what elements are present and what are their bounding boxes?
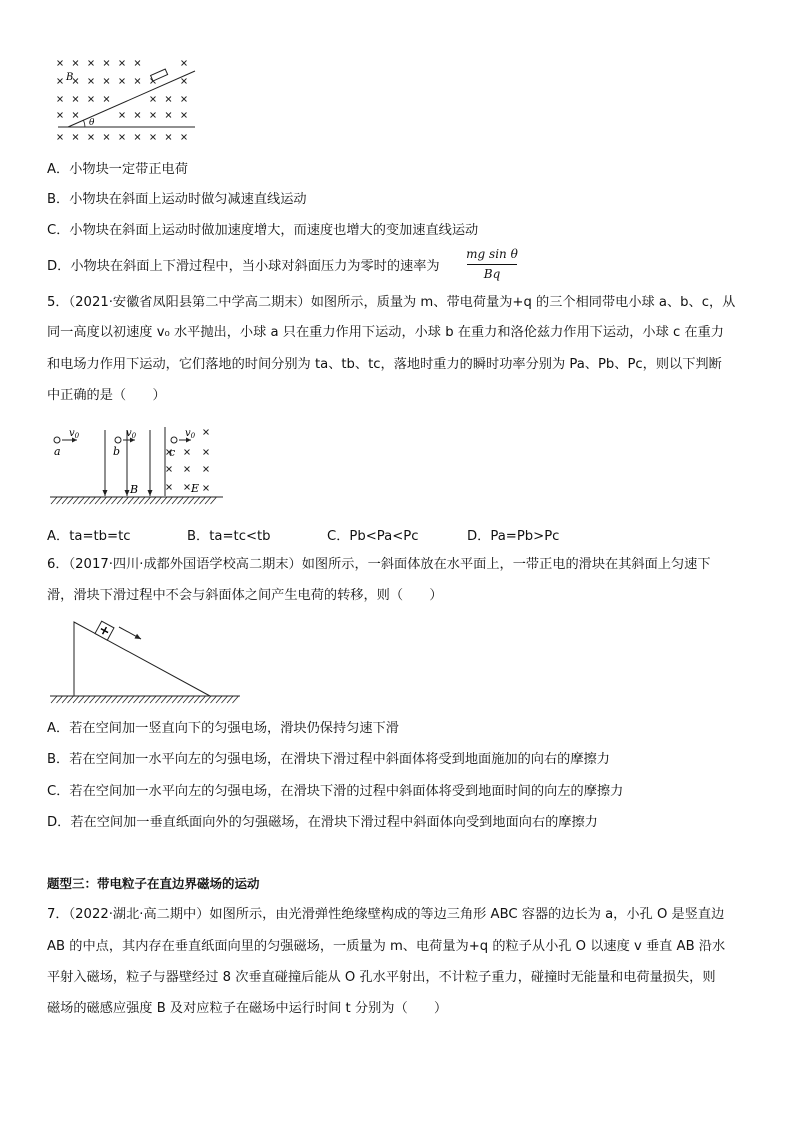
ground-hatch-mark bbox=[117, 696, 123, 703]
q5-option-c: C．Pb<Pa<Pc bbox=[327, 529, 419, 544]
ground-hatch-mark bbox=[84, 696, 90, 703]
ground-hatch-mark bbox=[205, 497, 211, 504]
q4-fraction-numerator: mg sin θ bbox=[466, 247, 518, 261]
ground-hatch-mark bbox=[112, 497, 118, 504]
q5-option-b: B．ta=tc<tb bbox=[187, 529, 271, 544]
ground-hatch-mark bbox=[139, 497, 145, 504]
ground-hatch-mark bbox=[117, 497, 123, 504]
q5-label-E: E bbox=[191, 482, 200, 495]
q4-field-cross bbox=[73, 79, 78, 84]
ground-hatch-mark bbox=[194, 696, 200, 703]
ground-hatch-mark bbox=[178, 497, 184, 504]
q5-label-a: a bbox=[54, 445, 61, 458]
q6-option-d: D．若在空间加一垂直纸面向外的匀强磁场，在滑块下滑过程中斜面体向受到地面向右的摩擦力 bbox=[47, 815, 598, 830]
q4-fraction-denominator: Bq bbox=[483, 267, 501, 281]
ground-hatch-mark bbox=[79, 696, 85, 703]
ground-hatch-mark bbox=[101, 497, 107, 504]
ground-hatch-mark bbox=[161, 497, 167, 504]
ground-hatch-mark bbox=[172, 696, 178, 703]
ground-hatch-mark bbox=[128, 696, 134, 703]
ground-hatch-mark bbox=[90, 696, 96, 703]
ground-hatch-mark bbox=[189, 497, 195, 504]
q4-field-cross bbox=[166, 113, 171, 118]
q4-figure bbox=[50, 55, 200, 145]
ground-hatch-mark bbox=[73, 696, 79, 703]
q4-field-cross bbox=[104, 135, 109, 140]
q4-option-b: B．小物块在斜面上运动时做匀减速直线运动 bbox=[47, 192, 307, 207]
ground-hatch-mark bbox=[101, 696, 107, 703]
q4-field-cross bbox=[58, 79, 63, 84]
ground-hatch-mark bbox=[73, 497, 79, 504]
ground-hatch-mark bbox=[51, 696, 57, 703]
q6-option-a: A．若在空间加一竖直向下的匀强电场，滑块仍保持匀速下滑 bbox=[47, 721, 399, 736]
q4-incline-line bbox=[68, 71, 195, 127]
ground-hatch-mark bbox=[233, 696, 239, 703]
q5-line-1: 5．（2021·安徽省凤阳县第二中学高二期末）如图所示，质量为 m、带电荷量为+q 的三个相同带电小球 a、b、c，从 bbox=[47, 295, 736, 310]
q4-field-cross bbox=[89, 135, 94, 140]
ground-hatch-mark bbox=[150, 696, 156, 703]
q5-ball-c bbox=[171, 437, 177, 443]
ground-hatch-mark bbox=[134, 497, 140, 504]
q5-label-v0-a: $v_0$ bbox=[69, 428, 80, 440]
q4-field-cross bbox=[104, 97, 109, 102]
q5-option-d: D．Pa=Pb>Pc bbox=[467, 529, 560, 544]
q7-line-2: AB 的中点，其内存在垂直纸面向里的匀强磁场，一质量为 m、电荷量为+q 的粒子从小孔 O 以速度 v 垂直 AB 沿水 bbox=[47, 939, 726, 954]
q5-field-cross bbox=[204, 467, 209, 472]
q4-field-cross bbox=[135, 79, 140, 84]
q5-field-cross bbox=[167, 485, 172, 490]
ground-hatch-mark bbox=[145, 696, 151, 703]
ground-hatch-mark bbox=[112, 696, 118, 703]
ground-hatch-mark bbox=[211, 497, 217, 504]
q6-figure bbox=[45, 612, 245, 707]
ground-hatch-mark bbox=[57, 696, 63, 703]
q5-label-c: c bbox=[169, 446, 176, 459]
q5-field-cross bbox=[185, 467, 190, 472]
ground-hatch-mark bbox=[106, 696, 112, 703]
q4-field-cross bbox=[135, 135, 140, 140]
q5-label-v0-c: $v_0$ bbox=[185, 428, 196, 440]
q5-line-3: 和电场力作用下运动，它们落地的时间分别为 ta、tb、tc，落地时重力的瞬时功率分别为 Pa、Pb、Pc，则以下判断 bbox=[47, 357, 722, 372]
ground-hatch-mark bbox=[178, 696, 184, 703]
q5-ball-b bbox=[115, 437, 121, 443]
q5-field-cross bbox=[204, 450, 209, 455]
q5-field-cross bbox=[185, 485, 190, 490]
q7-line-1: 7．（2022·湖北·高二期中）如图所示，由光滑弹性绝缘壁构成的等边三角形 ABC 容器的边长为 a，小孔 O 是竖直边 bbox=[47, 907, 725, 922]
q4-field-cross bbox=[73, 97, 78, 102]
ground-hatch-mark bbox=[68, 497, 74, 504]
q5-line-2: 同一高度以初速度 v₀ 水平抛出，小球 a 只在重力作用下运动，小球 b 在重力和洛伦兹力作用下运动，小球 c 在重力 bbox=[47, 325, 724, 340]
q4-field-cross bbox=[151, 97, 156, 102]
q4-field-cross bbox=[120, 79, 125, 84]
q6-block-plus: + bbox=[95, 621, 113, 641]
q5-label-v0-b: $v_0$ bbox=[126, 428, 137, 440]
q4-field-cross bbox=[182, 79, 187, 84]
q4-field-cross bbox=[151, 135, 156, 140]
ground-hatch-mark bbox=[79, 497, 85, 504]
q4-field-cross bbox=[58, 113, 63, 118]
ground-hatch-mark bbox=[156, 497, 162, 504]
q4-field-cross bbox=[166, 97, 171, 102]
q4-field-cross bbox=[104, 79, 109, 84]
q5-label-B: B bbox=[130, 483, 139, 496]
q4-field-cross bbox=[120, 113, 125, 118]
ground-hatch-mark bbox=[227, 696, 233, 703]
q7-line-4: 磁场的磁感应强度 B 及对应粒子在磁场中运行时间 t 分别为（ ） bbox=[47, 1001, 448, 1016]
q6-wedge bbox=[74, 622, 210, 696]
q6-line-1: 6．（2017·四川·成都外国语学校高二期末）如图所示，一斜面体放在水平面上，一带正电的滑块在其斜面上匀速下 bbox=[47, 557, 711, 572]
q4-field-cross bbox=[73, 135, 78, 140]
q7-line-3: 平射入磁场，粒子与器壁经过 8 次垂直碰撞后能从 O 孔水平射出，不计粒子重力，碰撞时无能量和电荷量损失，则 bbox=[47, 970, 716, 985]
q4-option-a: A．小物块一定带正电荷 bbox=[47, 162, 188, 177]
ground-hatch-mark bbox=[62, 696, 68, 703]
ground-hatch-mark bbox=[84, 497, 90, 504]
ground-hatch-mark bbox=[222, 696, 228, 703]
q5-field-cross bbox=[204, 486, 209, 491]
ground-hatch-mark bbox=[145, 497, 151, 504]
ground-hatch-mark bbox=[194, 497, 200, 504]
q4-field-cross bbox=[73, 113, 78, 118]
ground-hatch-mark bbox=[205, 696, 211, 703]
ground-hatch-mark bbox=[62, 497, 68, 504]
ground-hatch-mark bbox=[51, 497, 57, 504]
q6-line-2: 滑，滑块下滑过程中不会与斜面体之间产生电荷的转移，则（ ） bbox=[47, 588, 443, 603]
ground-hatch-mark bbox=[211, 696, 217, 703]
q5-label-b: b bbox=[113, 445, 121, 458]
ground-hatch-mark bbox=[161, 696, 167, 703]
ground-hatch-mark bbox=[216, 696, 222, 703]
q4-field-cross bbox=[89, 61, 94, 66]
q5-field-cross bbox=[167, 467, 172, 472]
q4-label-theta: θ bbox=[89, 118, 95, 128]
ground-hatch-mark bbox=[90, 497, 96, 504]
q4-field-cross bbox=[104, 61, 109, 66]
q5-ball-a bbox=[54, 437, 60, 443]
q5-line-4: 中正确的是（ ） bbox=[47, 388, 166, 403]
section-3-title: 题型三：带电粒子在直边界磁场的运动 bbox=[47, 876, 260, 891]
q5-field-cross bbox=[185, 450, 190, 455]
q6-option-b: B．若在空间加一水平向左的匀强电场，在滑块下滑过程中斜面体将受到地面施加的向右的摩擦力 bbox=[47, 752, 610, 767]
ground-hatch-mark bbox=[139, 696, 145, 703]
q4-angle-arc bbox=[84, 120, 86, 127]
q4-field-cross bbox=[89, 79, 94, 84]
q5-figure bbox=[45, 422, 225, 512]
ground-hatch-mark bbox=[156, 696, 162, 703]
ground-hatch-mark bbox=[95, 497, 101, 504]
ground-hatch-mark bbox=[68, 696, 74, 703]
ground-hatch-mark bbox=[57, 497, 63, 504]
ground-hatch-mark bbox=[123, 497, 129, 504]
ground-hatch-mark bbox=[200, 497, 206, 504]
q4-block bbox=[151, 69, 168, 81]
q4-field-cross bbox=[182, 113, 187, 118]
q4-field-cross bbox=[58, 97, 63, 102]
ground-hatch-mark bbox=[183, 497, 189, 504]
q4-field-cross bbox=[182, 135, 187, 140]
ground-hatch-mark bbox=[134, 696, 140, 703]
q4-label-b: B bbox=[66, 72, 74, 83]
q4-field-cross bbox=[166, 135, 171, 140]
q4-field-cross bbox=[58, 61, 63, 66]
q4-field-cross bbox=[135, 61, 140, 66]
q4-field-cross bbox=[182, 61, 187, 66]
ground-hatch-mark bbox=[189, 696, 195, 703]
q5-option-a: A．ta=tb=tc bbox=[47, 529, 131, 544]
q4-field-cross bbox=[120, 61, 125, 66]
ground-hatch-mark bbox=[183, 696, 189, 703]
q4-field-cross bbox=[151, 113, 156, 118]
ground-hatch-mark bbox=[128, 497, 134, 504]
q4-fraction-bar bbox=[467, 264, 517, 265]
q4-field-cross bbox=[182, 97, 187, 102]
q4-field-cross bbox=[120, 135, 125, 140]
q4-field-cross bbox=[73, 61, 78, 66]
ground-hatch-mark bbox=[106, 497, 112, 504]
q4-field-cross bbox=[135, 113, 140, 118]
ground-hatch-mark bbox=[123, 696, 129, 703]
ground-hatch-mark bbox=[167, 497, 173, 504]
q5-field-cross bbox=[204, 430, 209, 435]
ground-hatch-mark bbox=[200, 696, 206, 703]
ground-hatch-mark bbox=[150, 497, 156, 504]
q4-field-cross bbox=[58, 135, 63, 140]
q4-option-d: D．小物块在斜面上下滑过程中，当小球对斜面压力为零时的速率为 bbox=[47, 259, 440, 274]
ground-hatch-mark bbox=[172, 497, 178, 504]
q6-option-c: C．若在空间加一水平向左的匀强电场，在滑块下滑的过程中斜面体将受到地面时间的向左的摩擦力 bbox=[47, 784, 624, 799]
q4-field-cross bbox=[89, 97, 94, 102]
ground-hatch-mark bbox=[95, 696, 101, 703]
ground-hatch-mark bbox=[167, 696, 173, 703]
q4-option-c: C．小物块在斜面上运动时做加速度增大，而速度也增大的变加速直线运动 bbox=[47, 223, 479, 238]
